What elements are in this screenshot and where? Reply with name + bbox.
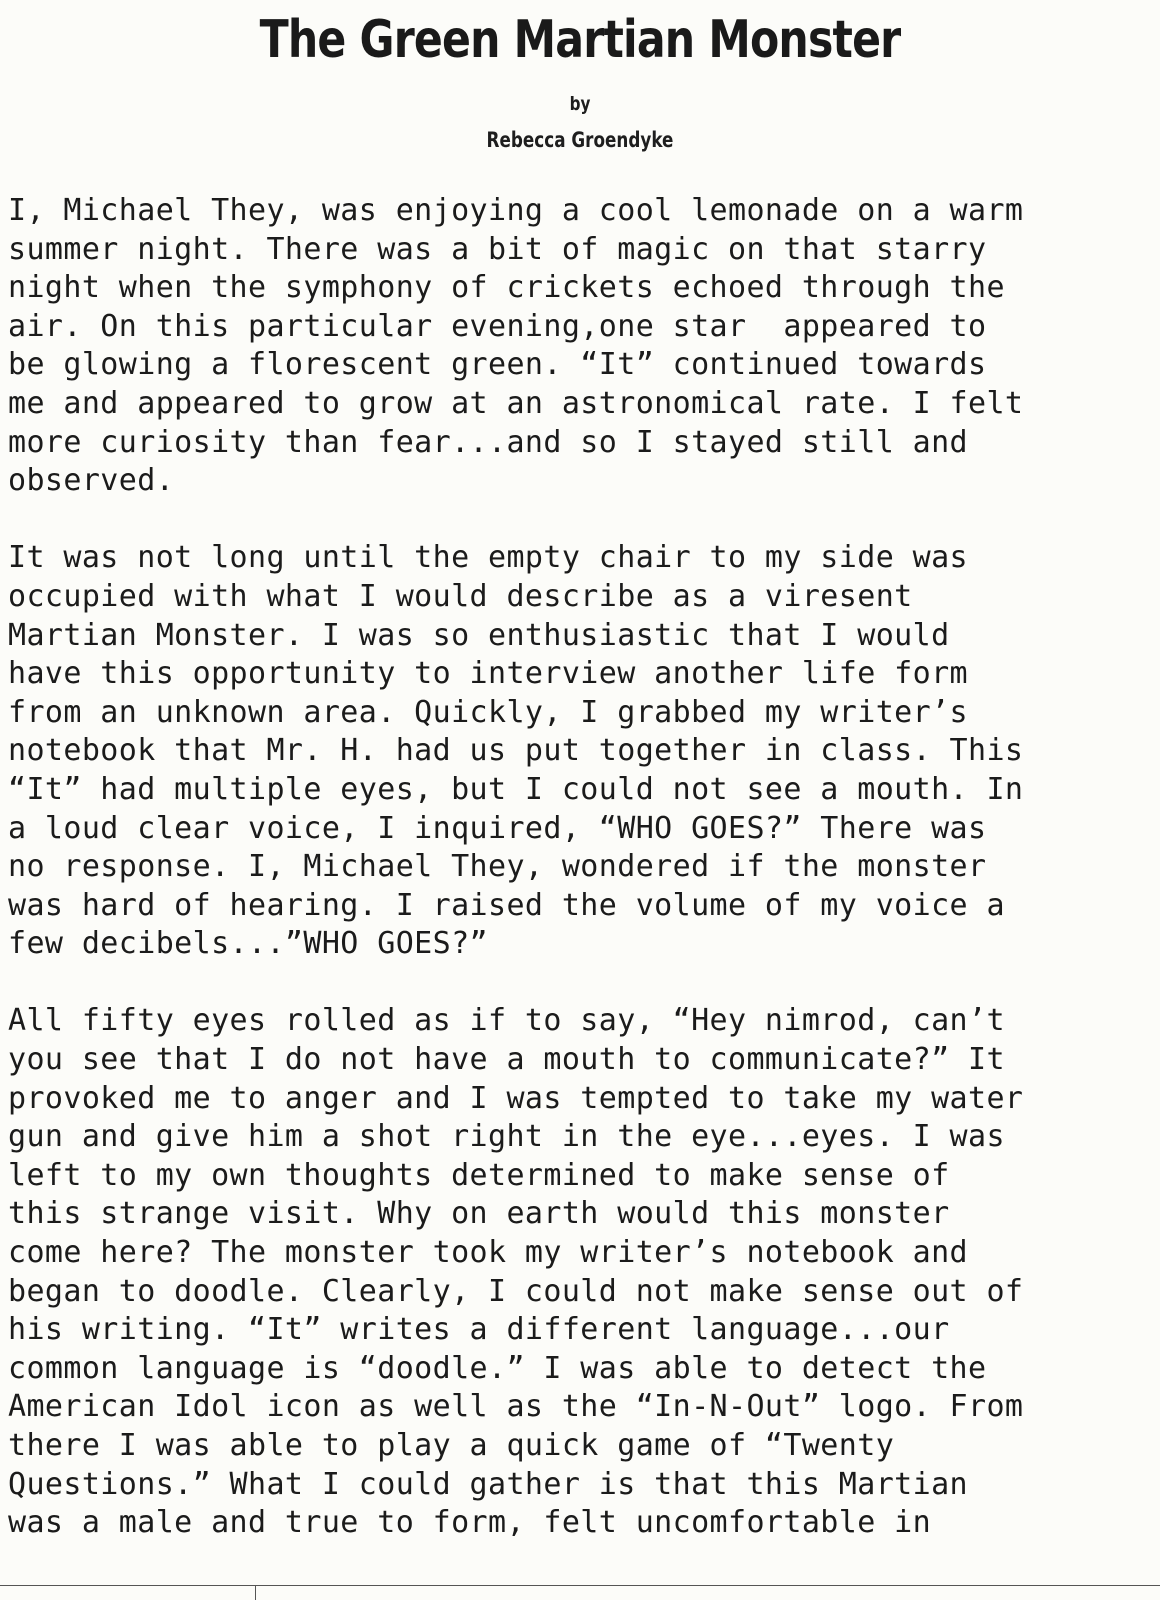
story-body — [8, 192, 1148, 1581]
text-line: few decibels...”WHO GOES?” — [8, 926, 488, 962]
text-line: Martian Monster. I was so enthusiastic that I would — [8, 617, 950, 653]
text-line: summer night. There was a bit of magic on that starry — [8, 231, 987, 267]
paragraph — [8, 192, 1148, 501]
text-line: no response. I, Michael They, wondered if the monster — [8, 849, 987, 885]
text-line: Questions.” What I could gather is that this Martian — [8, 1466, 968, 1502]
text-line: come here? The monster took my writer’s notebook and — [8, 1235, 968, 1271]
text-line: observed. — [8, 463, 175, 499]
text-line: more curiosity than fear...and so I stayed still and — [8, 424, 968, 460]
text-line: “It” had multiple eyes, but I could not see a mouth. In — [8, 771, 1024, 807]
text-line: have this opportunity to interview another life form — [8, 656, 968, 692]
text-line: I, Michael They, was enjoying a cool lemonade on a warm — [8, 193, 1024, 228]
story-title: The Green Martian Monster — [259, 10, 901, 70]
bottom-divider — [0, 1585, 1160, 1586]
text-line: began to doodle. Clearly, I could not make sense out of — [8, 1273, 1024, 1309]
text-line: me and appeared to grow at an astronomical rate. I felt — [8, 385, 1024, 421]
text-line: this strange visit. Why on earth would this monster — [8, 1196, 950, 1232]
text-line: air. On this particular evening,one star appeared to — [8, 308, 987, 344]
text-line: from an unknown area. Quickly, I grabbed my writer’s — [8, 694, 968, 730]
text-line: was hard of hearing. I raised the volume of my voice a — [8, 887, 1005, 923]
author-name: Rebecca Groendyke — [486, 128, 674, 152]
bottom-divider-tick — [255, 1585, 256, 1600]
text-line: American Idol icon as well as the “In-N-Out” logo. From — [8, 1389, 1024, 1425]
text-line: It was not long until the empty chair to my side was — [8, 540, 968, 576]
text-line: common language is “doodle.” I was able to detect the — [8, 1350, 987, 1386]
text-line: there I was able to play a quick game of “Twenty — [8, 1428, 895, 1463]
text-line: be glowing a florescent green. “It” continued towards — [8, 347, 987, 383]
text-line: you see that I do not have a mouth to communicate?” It — [8, 1042, 1005, 1078]
text-line: provoked me to anger and I was tempted to take my water — [8, 1080, 1024, 1116]
text-line: night when the symphony of crickets echoed through the — [8, 270, 1005, 306]
paragraph — [8, 539, 1148, 964]
paragraph — [8, 1002, 1148, 1542]
text-line: was a male and true to form, felt uncomfortable in — [8, 1505, 932, 1541]
text-line: notebook that Mr. H. had us put together in class. This — [8, 733, 1024, 769]
text-line: occupied with what I would describe as a viresent — [8, 578, 913, 614]
text-line: a loud clear voice, I inquired, “WHO GOES?” There was — [8, 810, 987, 846]
byline-by: by — [569, 93, 591, 115]
text-line: his writing. “It” writes a different language...our — [8, 1312, 950, 1348]
text-line: left to my own thoughts determined to make sense of — [8, 1157, 950, 1193]
text-line: All fifty eyes rolled as if to say, “Hey nimrod, can’t — [8, 1003, 1005, 1039]
text-line: gun and give him a shot right in the eye...eyes. I was — [8, 1119, 1005, 1155]
